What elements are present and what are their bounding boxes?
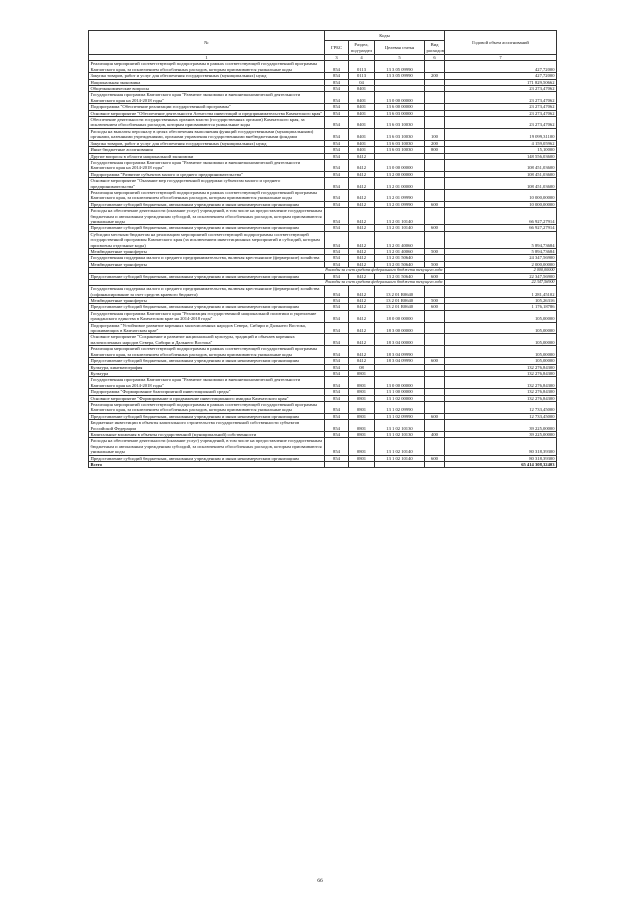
razdel-cell: 0412 xyxy=(349,274,375,280)
razdel-cell: 0412 xyxy=(349,201,375,207)
grbs-cell: 854 xyxy=(325,322,349,334)
grbs-cell: 854 xyxy=(325,201,349,207)
grbs-cell: 854 xyxy=(325,304,349,310)
target-article-cell: 13 2 01 50640 xyxy=(375,261,425,267)
item-name-cell: Предоставление субсидий бюджетным, автономным учреждениям и иным некоммерческим организациям xyxy=(89,413,325,419)
item-name-cell: Основное мероприятие "Обеспечение деятельности Агентства инвестиций и предпринимательства Камчатского края" xyxy=(89,110,325,116)
amount-cell: 65 414 308,32403 xyxy=(445,462,557,468)
col-volume-header: Годовой объем ассигнований xyxy=(445,31,557,55)
razdel-cell: 0401 xyxy=(349,92,375,104)
razdel-cell: 08 xyxy=(349,364,375,370)
amount-cell: 105,00000 xyxy=(445,358,557,364)
amount-cell: 105,00000 xyxy=(445,334,557,346)
grbs-cell: 854 xyxy=(325,171,349,177)
razdel-cell: 0401 xyxy=(349,147,375,153)
item-name-cell: Другие вопросы в области национальной экономики xyxy=(89,153,325,159)
target-article-cell: 13 0 00 00000 xyxy=(375,159,425,171)
item-name-cell: Культура, кинематография xyxy=(89,364,325,370)
grbs-cell: 854 xyxy=(325,370,349,376)
amount-cell: 4 159,05962 xyxy=(445,140,557,146)
grbs-cell: 854 xyxy=(325,274,349,280)
expense-type-cell: 600 xyxy=(425,225,445,231)
amount-cell: 1 176,18786 xyxy=(445,304,557,310)
amount-cell: 1 281,45102 xyxy=(445,286,557,298)
amount-cell: 108 451,03600 xyxy=(445,159,557,171)
amount-cell: 148 556,03600 xyxy=(445,153,557,159)
amount-cell: 10 000,00000 xyxy=(445,189,557,201)
target-article-cell: 13 2 01 50640 xyxy=(375,274,425,280)
amount-cell: 23 273,47062 xyxy=(445,86,557,92)
expense-type-cell xyxy=(425,334,445,346)
amount-cell: 2 000,00000 xyxy=(445,268,557,274)
item-name-cell: Культура xyxy=(89,370,325,376)
grbs-cell: 854 xyxy=(325,117,349,129)
target-article-cell: 13 1 00 00000 xyxy=(375,389,425,395)
expense-type-cell xyxy=(425,92,445,104)
expense-type-cell xyxy=(425,231,445,248)
target-article-cell: 13 2 01 09990 xyxy=(375,189,425,201)
item-name-cell: Государственная поддержка малого и среднего предпринимательства, включая крестьянские (фермерские) хозяйства (софинансирование за счет средств краевого бюджета) xyxy=(89,286,325,298)
grbs-cell: 854 xyxy=(325,147,349,153)
item-name-cell: Государственная программа Камчатского края "Реализация государственной национальной политики и укрепление гражданского единства в Камчатском крае на 2014-2018 годы" xyxy=(89,310,325,322)
expense-type-cell: 100 xyxy=(425,128,445,140)
amount-cell: 39 225,00000 xyxy=(445,420,557,432)
razdel-cell: 0113 xyxy=(349,73,375,79)
amount-cell: 132 276,84300 xyxy=(445,395,557,401)
item-name-cell: Подпрограмма "Развитие субъектов малого и среднего предпринимательства" xyxy=(89,171,325,177)
grbs-cell: 854 xyxy=(325,298,349,304)
grbs-cell: 854 xyxy=(325,73,349,79)
amount-cell: 12 733,45000 xyxy=(445,413,557,419)
item-name-cell: Подпрограмма "Формирование благоприятной инвестиционной среды" xyxy=(89,389,325,395)
item-name-cell: Предоставление субсидий бюджетным, автономным учреждениям и иным некоммерческим организациям xyxy=(89,455,325,461)
razdel-cell: 0412 xyxy=(349,249,375,255)
table-row xyxy=(89,159,557,171)
razdel-cell: 0412 xyxy=(349,310,375,322)
target-article-cell: 18 3 00 00000 xyxy=(375,322,425,334)
table-row xyxy=(89,286,557,298)
amount-cell: 5 894,73684 xyxy=(445,249,557,255)
table-body xyxy=(89,61,557,468)
item-name-cell: Предоставление субсидий бюджетным, автономным учреждениям и иным некоммерческим организациям xyxy=(89,225,325,231)
razdel-cell: 0801 xyxy=(349,395,375,401)
grbs-cell: 854 xyxy=(325,438,349,455)
expense-type-cell xyxy=(425,286,445,298)
razdel-cell: 0113 xyxy=(349,61,375,73)
target-article-cell: 18 0 00 00000 xyxy=(375,310,425,322)
expense-type-cell xyxy=(425,189,445,201)
amount-cell: 105,26316 xyxy=(445,298,557,304)
target-article-cell: 13 3 05 09990 xyxy=(375,61,425,73)
col-index-4: 4 xyxy=(349,55,375,61)
razdel-cell: 0412 xyxy=(349,231,375,248)
item-name-cell: Реализация мероприятий соответствующей подпрограммы в рамках соответствующей государственной программы Камчатского края, за исключением обособленных расходов, которым присваиваются уникальные коды xyxy=(89,189,325,201)
table-row xyxy=(89,128,557,140)
expense-type-cell: 400 xyxy=(425,431,445,437)
razdel-cell: 0412 xyxy=(349,261,375,267)
razdel-cell: 0412 xyxy=(349,358,375,364)
amount-cell: 23 273,47062 xyxy=(445,117,557,129)
col-index-3: 3 xyxy=(325,55,349,61)
grbs-cell: 854 xyxy=(325,128,349,140)
expense-type-cell: 500 xyxy=(425,249,445,255)
item-name-cell: Предоставление субсидий бюджетным, автономным учреждениям и иным некоммерческим организациям xyxy=(89,274,325,280)
expense-type-cell xyxy=(425,310,445,322)
item-name-cell: Расходы на выплаты персоналу в целях обеспечения выполнения функций государственными (муниципальными) органами, казенными учреждениями, органами управления государственными внебюджетными фондами xyxy=(89,128,325,140)
item-name-cell: Межбюджетные трансферты xyxy=(89,298,325,304)
item-name-cell: Реализация мероприятий соответствующей подпрограммы в рамках соответствующей государственной программы Камчатского края, за исключением обособленных расходов, которым присваиваются уникальные коды xyxy=(89,401,325,413)
razdel-cell: 0401 xyxy=(349,110,375,116)
amount-cell: 15,10000 xyxy=(445,147,557,153)
amount-cell: 105,00000 xyxy=(445,310,557,322)
grbs-cell: 854 xyxy=(325,140,349,146)
amount-cell: 5 894,73684 xyxy=(445,231,557,248)
amount-cell: 427,72000 xyxy=(445,73,557,79)
razdel-cell: 0801 xyxy=(349,389,375,395)
amount-cell: 2 000,00000 xyxy=(445,261,557,267)
razdel-cell: 0401 xyxy=(349,104,375,110)
item-name-cell: Подпрограмма "Обеспечение реализации государственной программы" xyxy=(89,104,325,110)
amount-cell: 23 273,47062 xyxy=(445,92,557,104)
expense-type-cell xyxy=(425,420,445,432)
amount-cell: 132 276,84300 xyxy=(445,364,557,370)
razdel-cell: 0412 xyxy=(349,334,375,346)
expense-type-cell xyxy=(425,377,445,389)
amount-cell: 80 318,39300 xyxy=(445,455,557,461)
item-name-cell: Государственная программа Камчатского края "Развитие экономики и внешнеэкономической деятельности Камчатского края на 2014-2018 годы" xyxy=(89,159,325,171)
target-article-cell: 13 1 02 10130 xyxy=(375,420,425,432)
grbs-cell: 854 xyxy=(325,377,349,389)
amount-cell: 108 451,03600 xyxy=(445,178,557,190)
item-name-cell: Общеэкономические вопросы xyxy=(89,86,325,92)
grbs-cell: 854 xyxy=(325,208,349,225)
col-index-5: 5 xyxy=(375,55,425,61)
target-article-cell: 13 2 00 00000 xyxy=(375,171,425,177)
grbs-cell: 854 xyxy=(325,225,349,231)
target-article-cell: 13 6 03 10030 xyxy=(375,117,425,129)
amount-cell: 23 273,47062 xyxy=(445,104,557,110)
table-row xyxy=(89,322,557,334)
expense-type-cell: 200 xyxy=(425,140,445,146)
grbs-cell: 854 xyxy=(325,61,349,73)
razdel-cell: 0801 xyxy=(349,370,375,376)
grbs-cell: 854 xyxy=(325,178,349,190)
target-article-cell: 18 3 04 09990 xyxy=(375,358,425,364)
col-grbs-header: ГРБС xyxy=(325,41,349,55)
item-name-cell: Расходы на обеспечение деятельности (оказание услуг) учреждений, в том числе на предоставление государственным бюджетным и автономным учреждениям субсидий, за исключением обособленных расходов, которым присваиваются уникальные коды xyxy=(89,438,325,455)
col-codes-header: Коды xyxy=(325,31,445,41)
target-article-cell: 13 2 01 10140 xyxy=(375,208,425,225)
expense-type-cell: 600 xyxy=(425,274,445,280)
amount-cell: 22 347,56900 xyxy=(445,280,557,286)
target-article-cell: 13 6 03 00000 xyxy=(375,110,425,116)
target-article-cell: 13 1 02 00000 xyxy=(375,395,425,401)
page-number: 66 xyxy=(317,878,323,884)
item-name-cell: Обеспечение деятельности государственных органов власти (государственных органов) Камчатского края, за исключением обособленных расходов, которым присваиваются уникальные коды xyxy=(89,117,325,129)
item-name-cell: Государственная поддержка малого и среднего предпринимательства, включая крестьянские (фермерские) хозяйства xyxy=(89,255,325,261)
razdel-cell: 0412 xyxy=(349,189,375,201)
expense-type-cell xyxy=(425,117,445,129)
item-name-cell: Основное мероприятие "Формирование и продвижение инвестиционного имиджа Камчатского края" xyxy=(89,395,325,401)
target-article-cell: 13 1 02 10140 xyxy=(375,438,425,455)
amount-cell: 132 276,84300 xyxy=(445,389,557,395)
grbs-cell: 854 xyxy=(325,261,349,267)
grbs-cell: 854 xyxy=(325,420,349,432)
target-article-cell: 13 6 03 10030 xyxy=(375,128,425,140)
target-article-cell: 13 6 03 10030 xyxy=(375,140,425,146)
razdel-cell: 0412 xyxy=(349,171,375,177)
razdel-cell: 0412 xyxy=(349,255,375,261)
col-index-7: 7 xyxy=(445,55,557,61)
target-article-cell: 13 0 00 00000 xyxy=(375,377,425,389)
item-name-cell: Иные бюджетные ассигнования xyxy=(89,147,325,153)
table-row xyxy=(89,346,557,358)
expense-type-cell xyxy=(425,438,445,455)
target-article-cell: 13 0 00 00000 xyxy=(375,92,425,104)
razdel-cell xyxy=(349,462,375,468)
amount-cell: 10 000,00000 xyxy=(445,201,557,207)
expense-type-cell: 600 xyxy=(425,413,445,419)
col-index-6: 6 xyxy=(425,55,445,61)
amount-cell: 23 273,47062 xyxy=(445,110,557,116)
grbs-cell: 854 xyxy=(325,358,349,364)
grbs-cell: 854 xyxy=(325,455,349,461)
target-article-cell: 18 3 04 00000 xyxy=(375,334,425,346)
target-article-cell: 13 6 00 00000 xyxy=(375,104,425,110)
target-article-cell: 13 6 03 10030 xyxy=(375,147,425,153)
amount-cell: 108 451,03600 xyxy=(445,171,557,177)
budget-table-sheet xyxy=(88,30,556,468)
razdel-cell: 0801 xyxy=(349,413,375,419)
grbs-cell: 854 xyxy=(325,86,349,92)
note-text: Расходы за счет средств федерального бюджета текущего года xyxy=(89,280,445,286)
item-name-cell: Предоставление субсидий бюджетным, автономным учреждениям и иным некоммерческим организациям xyxy=(89,304,325,310)
razdel-cell: 0401 xyxy=(349,140,375,146)
budget-table xyxy=(88,30,557,468)
item-name-cell: Основное мероприятие "Оказание мер государственной поддержки субъектам малого и среднего предпринимательства" xyxy=(89,178,325,190)
target-article-cell: 13 2 01 10140 xyxy=(375,225,425,231)
item-name-cell: Подпрограмма "Устойчивое развитие коренных малочисленных народов Севера, Сибири и Дальнего Востока, проживающих в Камчатском крае" xyxy=(89,322,325,334)
razdel-cell: 0801 xyxy=(349,401,375,413)
amount-cell: 132 276,84300 xyxy=(445,377,557,389)
col-vr-header: Вид расходов xyxy=(426,42,444,53)
grbs-cell: 854 xyxy=(325,310,349,322)
razdel-cell: 0412 xyxy=(349,153,375,159)
razdel-cell: 0412 xyxy=(349,178,375,190)
table-row xyxy=(89,377,557,389)
expense-type-cell: 600 xyxy=(425,358,445,364)
item-name-cell: Бюджетные инвестиции в объекты капитального строительства государственной собственности субъектов Российской Федерации xyxy=(89,420,325,432)
grbs-cell: 854 xyxy=(325,231,349,248)
amount-cell: 80 318,39300 xyxy=(445,438,557,455)
table-row xyxy=(89,231,557,248)
razdel-cell: 04 xyxy=(349,79,375,85)
razdel-cell: 0801 xyxy=(349,431,375,437)
target-article-cell: 13 2 01 R0640 xyxy=(375,298,425,304)
target-article-cell: 13 2 01 50640 xyxy=(375,255,425,261)
table-row xyxy=(89,178,557,190)
amount-cell: 66 927,27914 xyxy=(445,208,557,225)
grbs-cell: 854 xyxy=(325,346,349,358)
table-total-row xyxy=(89,462,557,468)
expense-type-cell: 500 xyxy=(425,298,445,304)
target-article-cell xyxy=(375,462,425,468)
target-article-cell: 13 2 01 R0640 xyxy=(375,304,425,310)
razdel-cell: 0412 xyxy=(349,304,375,310)
item-name-cell: Капитальные вложения в объекты государственной (муниципальной) собственности xyxy=(89,431,325,437)
target-article-cell: 13 1 02 10140 xyxy=(375,455,425,461)
amount-cell: 19 099,31100 xyxy=(445,128,557,140)
expense-type-cell xyxy=(425,346,445,358)
grbs-cell: 854 xyxy=(325,255,349,261)
col-index-1: 1 xyxy=(89,55,325,61)
item-name-cell: Закупка товаров, работ и услуг для обеспечения государственных (муниципальных) нужд xyxy=(89,73,325,79)
item-name-cell: Предоставление субсидий бюджетным, автономным учреждениям и иным некоммерческим организациям xyxy=(89,201,325,207)
razdel-cell: 0412 xyxy=(349,208,375,225)
grbs-cell: 854 xyxy=(325,413,349,419)
target-article-cell: 13 3 05 09990 xyxy=(375,73,425,79)
table-row xyxy=(89,420,557,432)
amount-cell: 105,00000 xyxy=(445,346,557,358)
grbs-cell: 854 xyxy=(325,159,349,171)
expense-type-cell xyxy=(425,462,445,468)
table-row xyxy=(89,334,557,346)
razdel-cell: 0401 xyxy=(349,128,375,140)
grbs-cell: 854 xyxy=(325,79,349,85)
table-row xyxy=(89,92,557,104)
expense-type-cell: 200 xyxy=(425,73,445,79)
grbs-cell: 854 xyxy=(325,431,349,437)
target-article-cell: 13 1 02 09990 xyxy=(375,413,425,419)
target-article-cell: 13 2 01 40060 xyxy=(375,249,425,255)
table-row xyxy=(89,401,557,413)
razdel-cell: 0412 xyxy=(349,225,375,231)
grbs-cell: 854 xyxy=(325,189,349,201)
razdel-cell: 0412 xyxy=(349,159,375,171)
amount-cell: 132 276,84300 xyxy=(445,370,557,376)
target-article-cell: 13 2 01 40060 xyxy=(375,231,425,248)
razdel-cell: 0412 xyxy=(349,346,375,358)
razdel-cell: 0401 xyxy=(349,86,375,92)
razdel-cell: 0801 xyxy=(349,455,375,461)
grbs-cell: 854 xyxy=(325,334,349,346)
razdel-cell: 0801 xyxy=(349,438,375,455)
grbs-cell: 854 xyxy=(325,153,349,159)
note-text: Расходы за счет средств федерального бюджета текущего года xyxy=(89,268,445,274)
grbs-cell: 854 xyxy=(325,110,349,116)
amount-cell: 22 347,56900 xyxy=(445,274,557,280)
expense-type-cell: 600 xyxy=(425,201,445,207)
col-cs-header: Целевая статья xyxy=(375,41,425,55)
target-article-cell: 18 3 04 09990 xyxy=(375,346,425,358)
item-name-cell: Предоставление субсидий бюджетным, автономным учреждениям и иным некоммерческим организациям xyxy=(89,358,325,364)
razdel-cell: 0801 xyxy=(349,377,375,389)
item-name-cell: Всего xyxy=(89,462,325,468)
grbs-cell: 854 xyxy=(325,395,349,401)
grbs-cell: 854 xyxy=(325,389,349,395)
table-header xyxy=(89,31,557,61)
item-name-cell: Расходы на обеспечение деятельности (оказание услуг) учреждений, в том числе на предоставление государственным бюджетным и автономным учреждениям субсидий, за исключением обособленных расходов, которым присваиваются уникальные коды xyxy=(89,208,325,225)
item-name-cell: Субсидии местным бюджетам на реализацию мероприятий соответствующей подпрограммы соответствующей государственной программы Камчатского края (за исключением инвестиционных мероприятий и субсидий, которым присвоены отдельные коды) xyxy=(89,231,325,248)
item-name-cell: Закупка товаров, работ и услуг для обеспечения государственных (муниципальных) нужд xyxy=(89,140,325,146)
amount-cell: 427,72000 xyxy=(445,61,557,73)
grbs-cell xyxy=(325,462,349,468)
item-name-cell: Межбюджетные трансферты xyxy=(89,261,325,267)
item-name-cell: Государственная программа Камчатского края "Развитие экономики и внешнеэкономической деятельности Камчатского края на 2014-2018 годы" xyxy=(89,377,325,389)
expense-type-cell: 800 xyxy=(425,147,445,153)
item-name-cell: Реализация мероприятий соответствующей подпрограммы в рамках соответствующей государственной программы Камчатского края, за исключением обособленных расходов, которым присваиваются уникальные коды xyxy=(89,346,325,358)
razdel-cell: 0801 xyxy=(349,420,375,432)
expense-type-cell xyxy=(425,401,445,413)
razdel-cell: 0401 xyxy=(349,117,375,129)
grbs-cell: 854 xyxy=(325,286,349,298)
target-article-cell: 13 1 02 10130 xyxy=(375,431,425,437)
item-name-cell: Реализация мероприятий соответствующей подпрограммы в рамках соответствующей государственной программы Камчатского края, за исключением обособленных расходов, которым присваиваются уникальные коды xyxy=(89,61,325,73)
grbs-cell: 854 xyxy=(325,92,349,104)
table-row xyxy=(89,61,557,73)
razdel-cell: 0412 xyxy=(349,286,375,298)
target-article-cell: 13 2 01 00000 xyxy=(375,178,425,190)
expense-type-cell xyxy=(425,61,445,73)
table-row xyxy=(89,208,557,225)
expense-type-cell xyxy=(425,178,445,190)
target-article-cell: 13 2 01 R0640 xyxy=(375,286,425,298)
table-row xyxy=(89,310,557,322)
col-num-header: № xyxy=(89,31,325,55)
expense-type-cell: 600 xyxy=(425,455,445,461)
amount-cell: 105,00000 xyxy=(445,322,557,334)
expense-type-cell: 600 xyxy=(425,304,445,310)
item-name-cell: Национальная экономика xyxy=(89,79,325,85)
grbs-cell: 854 xyxy=(325,249,349,255)
razdel-cell: 0412 xyxy=(349,322,375,334)
expense-type-cell xyxy=(425,159,445,171)
expense-type-cell xyxy=(425,322,445,334)
table-row xyxy=(89,438,557,455)
grbs-cell: 854 xyxy=(325,364,349,370)
target-article-cell: 13 2 01 09990 xyxy=(375,201,425,207)
amount-cell: 171 829,50662 xyxy=(445,79,557,85)
expense-type-cell: 500 xyxy=(425,261,445,267)
grbs-cell: 854 xyxy=(325,104,349,110)
table-row xyxy=(89,189,557,201)
amount-cell: 24 347,56900 xyxy=(445,255,557,261)
table-row xyxy=(89,117,557,129)
item-name-cell: Межбюджетные трансферты xyxy=(89,249,325,255)
razdel-cell: 0412 xyxy=(349,298,375,304)
grbs-cell: 854 xyxy=(325,401,349,413)
amount-cell: 39 225,00000 xyxy=(445,431,557,437)
amount-cell: 12 733,45000 xyxy=(445,401,557,413)
item-name-cell: Государственная программа Камчатского края "Развитие экономики и внешнеэкономической деятельности Камчатского края на 2014-2018 годы" xyxy=(89,92,325,104)
amount-cell: 66 927,27914 xyxy=(445,225,557,231)
expense-type-cell xyxy=(425,208,445,225)
item-name-cell: Основное мероприятие "Сохранение и развитие национальной культуры, традиций и обычаев коренных малочисленных народов Севера, Сибири и Дальнего Востока" xyxy=(89,334,325,346)
col-razdel-header: Раздел, под-раздел xyxy=(349,41,375,55)
target-article-cell: 13 1 02 09990 xyxy=(375,401,425,413)
